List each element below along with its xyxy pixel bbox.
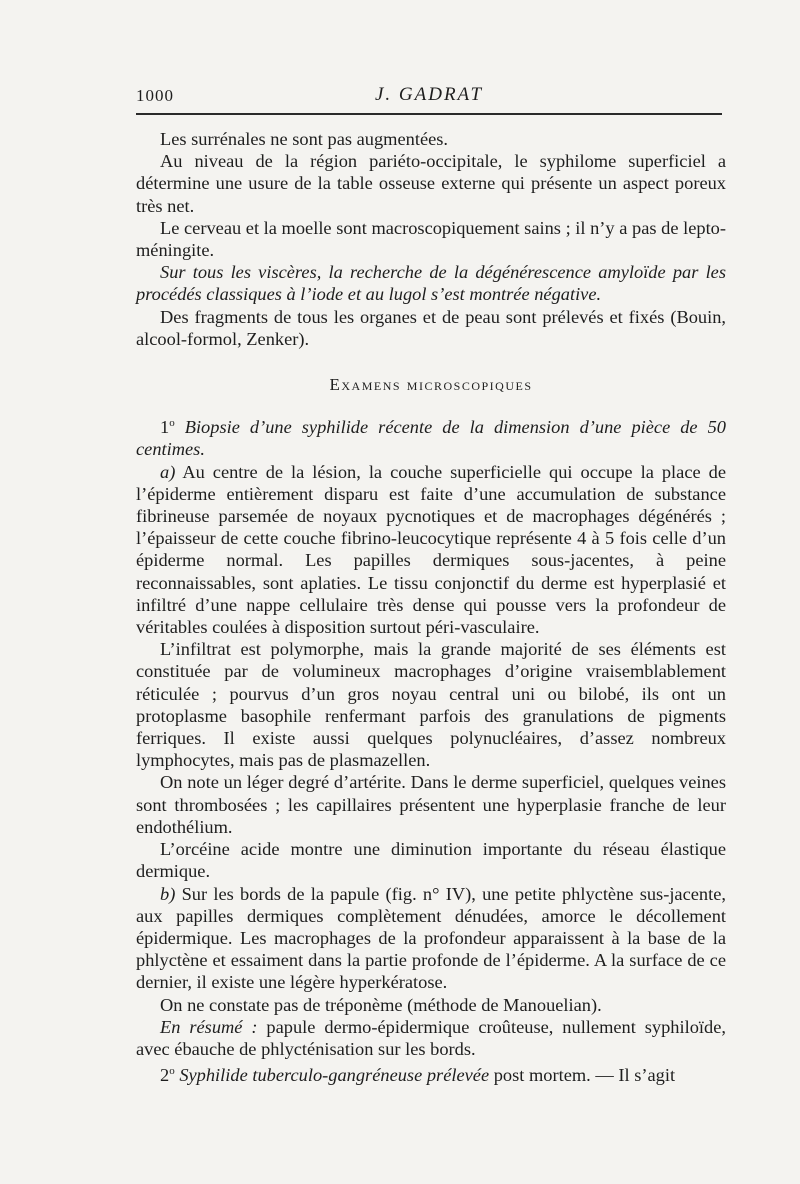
paragraph: L’orcéine acide montre une diminution importante du réseau élastique dermique.	[136, 839, 726, 882]
paragraph: a) Au centre de la lésion, la couche superficielle qui occupe la place de l’épiderme entièrement disparu est faite d’une accumulation de substance fibrineuse parsemée de noyaux pycnotiques et de macrophages dégénérés ; l’épaisseur de cette couche fibrino-leucocytique représente 4 à 5 fois celle d’un épiderme normal. Les papilles dermiques sous-jacentes, à peine reconnaissables, sont aplaties. Le tissu conjonctif du derme est hyperplasié et infiltré d’une nappe cellulaire très dense qui pousse vers la profondeur de véritables coulées à disposition surtout péri-vasculaire.	[136, 461, 726, 638]
paragraph: L’infiltrat est polymorphe, mais la grande majorité de ses éléments est constituée par de volumineux macrophages d’origine vraisemblablement réticulée ; pourvus d’un gros noyau central uni ou bilobé, ils ont un protoplasme basophile renfermant parfois des granulations de pigments ferriques. Il existe aussi quelques polynucléaires, d’assez nombreux lymphocytes, mais pas de plasmazellen.	[136, 639, 726, 771]
paragraph: Le cerveau et la moelle sont macroscopiquement sains ; il n’y a pas de lepto-méningite.	[136, 217, 726, 261]
header-rule	[136, 113, 722, 115]
paragraph: On ne constate pas de tréponème (méthode de Manouelian).	[160, 994, 602, 1015]
paragraph: Sur tous les viscères, la recherche de la dégénérescence amyloïde par les procédés classiques à l’iode et au lugol s’est montrée négative.	[136, 262, 726, 305]
paragraph: Les surrénales ne sont pas augmentées.	[160, 129, 449, 149]
body-text	[136, 128, 726, 1086]
paragraph: En résumé : papule dermo-épidermique croûteuse, nullement syphiloïde, avec ébauche de phlycténisation sur les bords.	[136, 1016, 726, 1059]
paragraph: b) Sur les bords de la papule (fig. n° IV), une petite phlyctène sus-jacente, aux papilles dermiques complètement dénudées, amorce le décollement épidermique. Les macrophages de la profondeur apparaissent à la base de la phlyctène et essaiment dans la partie profonde de l’épiderme. A la surface de ce dernier, il existe une légère hyperkératose.	[136, 883, 726, 993]
paragraph: 1$^o$ Biopsie d’une syphilide récente de la dimension d’une pièce de 50 centimes.	[136, 417, 726, 460]
paragraph: On note un léger degré d’artérite. Dans le derme superficiel, quelques veines sont thrombosées ; les capillaires présentent une hyperplasie franche de leur endothélium.	[136, 772, 726, 837]
paragraph: Des fragments de tous les organes et de peau sont prélevés et fixés (Bouin, alcool-formol, Zenker).	[136, 306, 726, 349]
page-number: 1000	[136, 86, 174, 105]
paragraph: 2$^o$ Syphilide tuberculo-gangréneuse prélevée post mortem. — Il s’agit	[160, 1065, 676, 1086]
paragraph: Au niveau de la région pariéto-occipitale, le syphilome superficiel a détermine une usure de la table osseuse externe qui présente un aspect poreux très net.	[136, 151, 726, 216]
running-head: J. GADRAT	[374, 84, 484, 105]
section-title: Examens microscopiques	[329, 375, 533, 395]
page-header	[136, 84, 722, 108]
